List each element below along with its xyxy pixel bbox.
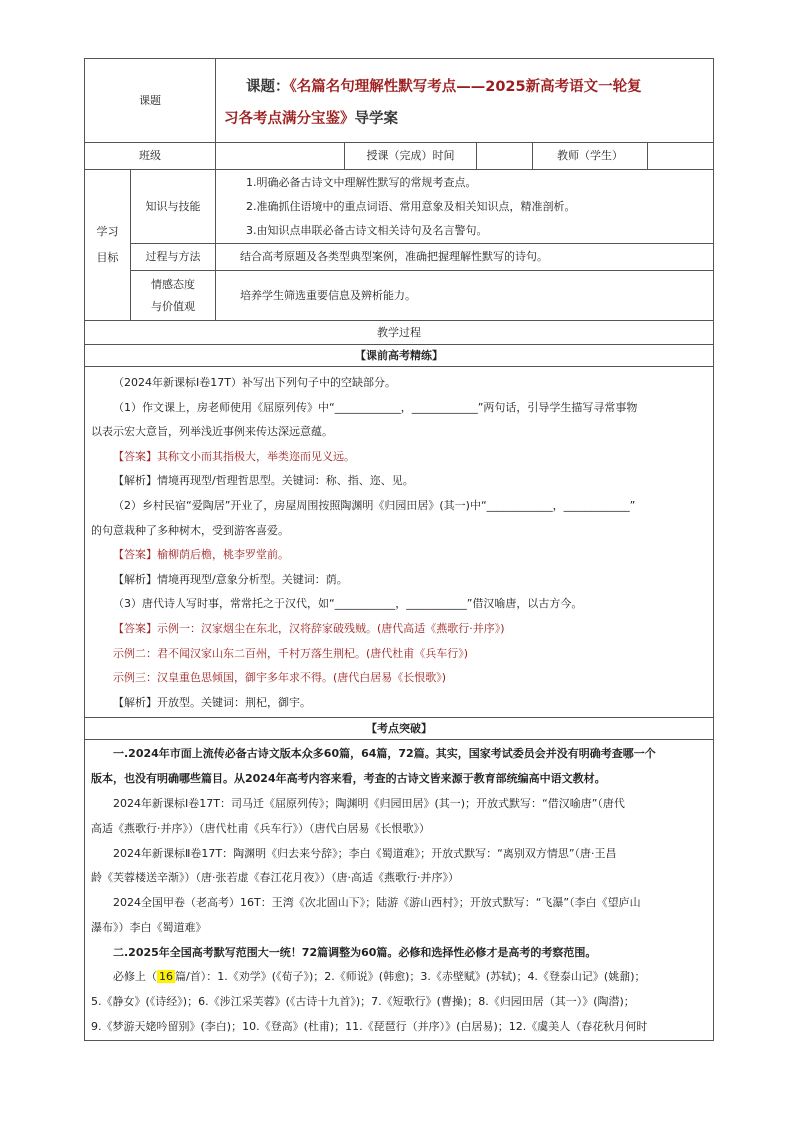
knowledge-item: 1.明确必备古诗文中理解性默写的常规考查点。 xyxy=(246,175,477,189)
section2-title: 【考点突破】 xyxy=(85,718,714,740)
s1-line: 的句意栽种了多种树木，受到游客喜爱。 xyxy=(91,523,289,537)
s1-answer-example: 示例三：汉皇重色思倾国，御宇多年求不得。(唐代白居易《长恨歌》) xyxy=(113,671,447,685)
s2-line: 9.《梦游天姥吟留别》(李白)；10.《登高》(杜甫)；11.《琵琶行（并序）》(白居易)；12.《虞美人（春花秋月何时 xyxy=(91,1020,648,1034)
s1-analysis: 【解析】情境再现型/意象分析型。关键词：荫。 xyxy=(113,572,348,586)
title-main-line1: 《名篇名句理解性默写考点——2025新高考语文一轮复 xyxy=(289,78,642,95)
s1-analysis: 【解析】开放型。关键词：荆杞，御宇。 xyxy=(113,695,311,709)
emotion-text: 培养学生筛选重要信息及辨析能力。 xyxy=(216,271,714,321)
section1-content xyxy=(85,367,714,718)
time-label: 授课（完成）时间 xyxy=(345,143,477,170)
title-prefix: 课题： xyxy=(246,78,290,95)
lesson-title xyxy=(216,59,714,143)
s2-line: 瀑布》）李白《蜀道难》 xyxy=(91,920,207,934)
highlight-count: 16 xyxy=(159,970,173,984)
teacher-value-cell xyxy=(648,143,714,170)
title-main-line2: 习各考点满分宝鉴》 xyxy=(224,110,355,127)
objectives-label: 学习目标 xyxy=(85,170,131,321)
knowledge-item: 3.由知识点串联必备古诗文相关诗句及名言警句。 xyxy=(246,223,488,237)
title-suffix: 导学案 xyxy=(354,110,398,127)
s1-line: 以表示宏大意旨，列举浅近事例来传达深远意蕴。 xyxy=(91,425,333,439)
s2-line: 版本，也没有明确哪些篇目。从2024年高考内容来看，考查的古诗文皆来源于教育部统编高中语文教材。 xyxy=(91,772,606,786)
s1-line: （3）唐代诗人写时事，常常托之于汉代，如“___________，___________”借汉喻唐，以古方今。 xyxy=(113,597,583,611)
s1-analysis: 【解析】情境再现型/哲理哲思型。关键词：称、指、迩、见。 xyxy=(113,474,414,488)
s1-answer-example: 示例二：君不闻汉家山东二百州，千村万落生荆杞。(唐代杜甫《兵车行》) xyxy=(113,646,469,660)
topic-label: 课题 xyxy=(85,59,216,143)
s2-line: 2024全国甲卷（老高考）16T：王湾《次北固山下》；陆游《游山西村》；开放式默写：“飞瀑”（李白《望庐山 xyxy=(113,896,641,910)
lesson-plan-table xyxy=(84,58,714,1041)
s2-line: 高适《燕歌行·并序》）（唐代杜甫《兵车行》）（唐代白居易《长恨歌》） xyxy=(91,821,430,835)
s1-answer: 【答案】其称文小而其指极大，举类迩而见义远。 xyxy=(113,449,355,463)
teacher-label: 教师（学生） xyxy=(533,143,648,170)
process-label: 过程与方法 xyxy=(131,244,216,271)
process-text: 结合高考原题及各类型典型案例，准确把握理解性默写的诗句。 xyxy=(216,244,714,271)
knowledge-label: 知识与技能 xyxy=(131,170,216,244)
s2-line: 5.《静女》(《诗经》)；6.《涉江采芙蓉》(《古诗十九首》)；7.《短歌行》(曹操)；8.《归园田居（其一）》(陶潜)； xyxy=(91,995,635,1009)
class-value-cell xyxy=(216,143,345,170)
s1-line: （2024年新课标Ⅰ卷17T）补写出下列句子中的空缺部分。 xyxy=(113,376,396,389)
time-value-cell xyxy=(477,143,533,170)
s2-line: 2024年新课标Ⅱ卷17T：陶渊明《归去来兮辞》；李白《蜀道难》；开放式默写：“离别双方情思”（唐·王昌 xyxy=(113,846,617,860)
class-label: 班级 xyxy=(85,143,216,170)
knowledge-items xyxy=(216,170,714,244)
s1-answer: 【答案】榆柳荫后檐，桃李罗堂前。 xyxy=(113,548,289,562)
s2-line: 二.2025年全国高考默写范围大一统！72篇调整为60篇。必修和选择性必修才是高考的考察范围。 xyxy=(113,945,597,959)
emotion-label: 情感态度 与价值观 xyxy=(131,271,216,321)
knowledge-item: 2.准确抓住语境中的重点词语、常用意象及相关知识点，精准剖析。 xyxy=(246,199,576,213)
section1-title: 【课前高考精练】 xyxy=(85,345,714,367)
s2-line: 一.2024年市面上流传必备古诗文版本众多60篇，64篇，72篇。其实，国家考试委员会并没有明确考查哪一个 xyxy=(113,747,656,761)
lesson-plan-page xyxy=(84,58,713,1041)
s2-line: 2024年新课标Ⅰ卷17T：司马迁《屈原列传》；陶渊明《归园田居》(其一)；开放式默写：“借汉喻唐”（唐代 xyxy=(113,796,625,810)
section2-content xyxy=(85,740,714,1041)
s2-line: 龄《芙蓉楼送辛渐》）（唐·张若虚《春江花月夜》）（唐·高适《燕歌行·并序》） xyxy=(91,871,459,885)
process-header: 教学过程 xyxy=(85,321,714,345)
s1-answer: 【答案】示例一：汉家烟尘在东北，汉将辞家破残贼。(唐代高适《燕歌行·并序》) xyxy=(113,621,505,635)
s2-line: 必修上（ 16 篇/首）：1.《劝学》(《荀子》)；2.《师说》(韩愈)；3.《赤壁赋》(苏轼)；4.《登泰山记》(姚鼐)； xyxy=(113,970,646,984)
s1-line: （2）乡村民宿“爱陶居”开业了，房屋周围按照陶渊明《归园田居》(其一)中“____________，____________” xyxy=(113,498,636,512)
s1-line: （1）作文课上，房老师使用《屈原列传》中“____________，____________”两句话，引导学生描写寻常事物 xyxy=(113,400,638,414)
